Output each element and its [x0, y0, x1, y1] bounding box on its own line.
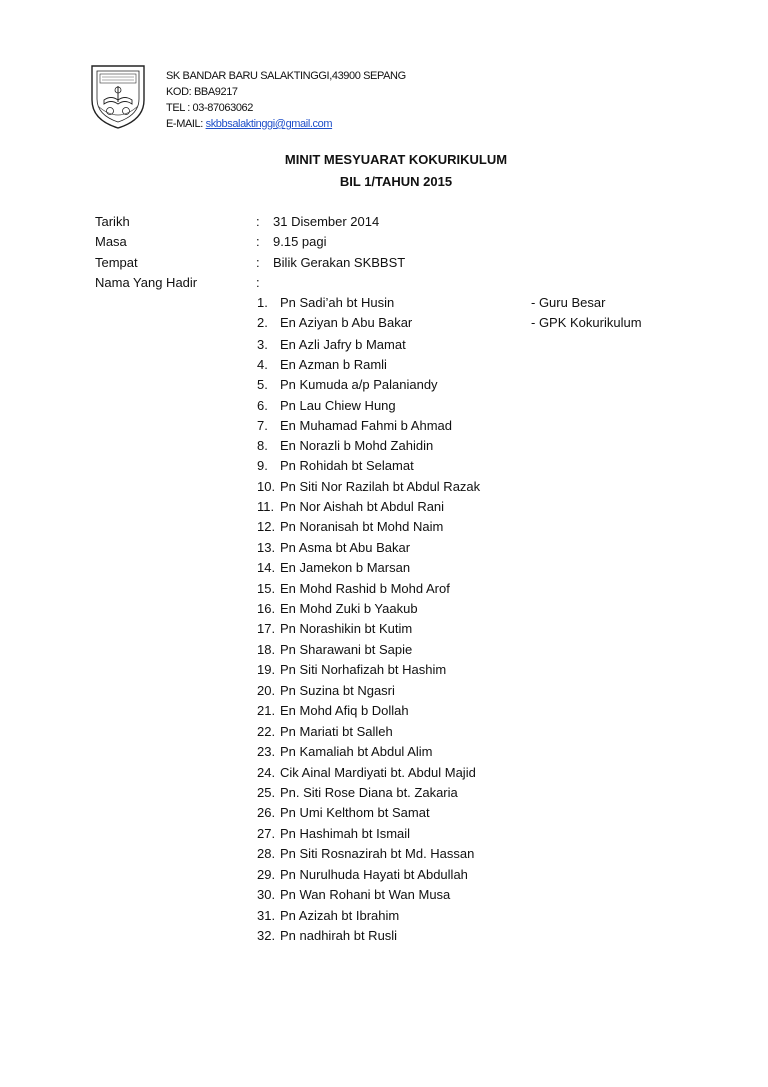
item-name: Pn Mariati bt Salleh	[280, 724, 393, 739]
item-name: Pn Siti Nor Razilah bt Abdul Razak	[280, 479, 481, 494]
item-number: 21.	[257, 703, 276, 718]
item-name: Pn nadhirah bt Rusli	[280, 928, 398, 943]
meta-colon: :	[256, 275, 260, 290]
item-number: 32.	[257, 928, 276, 943]
item-name: Pn Azizah bt Ibrahim	[280, 908, 400, 923]
item-number: 7.	[257, 418, 268, 433]
item-number: 4.	[257, 357, 268, 372]
item-number: 26.	[257, 805, 276, 820]
item-name: En Jamekon b Marsan	[280, 560, 411, 575]
item-number: 2.	[257, 315, 268, 330]
email-label: E-MAIL:	[166, 118, 206, 130]
item-name: Pn Wan Rohani bt Wan Musa	[280, 887, 451, 902]
item-name: Pn Siti Rosnazirah bt Md. Hassan	[280, 846, 475, 861]
item-name: Pn Suzina bt Ngasri	[280, 683, 395, 698]
item-number: 30.	[257, 887, 276, 902]
document-title: MINIT MESYUARAT KOKURIKULUM	[284, 152, 508, 167]
item-number: 24.	[257, 765, 276, 780]
item-number: 11.	[257, 499, 275, 514]
item-name: En Muhamad Fahmi b Ahmad	[280, 418, 452, 433]
school-code: KOD: BBA9217	[166, 86, 238, 98]
item-number: 23.	[257, 744, 276, 759]
item-name: En Mohd Zuki b Yaakub	[280, 601, 418, 616]
meta-label: Tarikh	[95, 214, 130, 229]
item-role: - GPK Kokurikulum	[531, 315, 642, 330]
item-name: Pn Rohidah bt Selamat	[280, 458, 414, 473]
item-number: 28.	[257, 846, 276, 861]
item-name: Pn Kamaliah bt Abdul Alim	[280, 744, 433, 759]
item-name: Pn Nor Aishah bt Abdul Rani	[280, 499, 445, 514]
item-number: 29.	[257, 867, 276, 882]
item-number: 10.	[257, 479, 276, 494]
item-name: Pn Lau Chiew Hung	[280, 398, 396, 413]
meta-colon: :	[256, 234, 260, 249]
school-phone: TEL : 03-87063062	[166, 102, 253, 114]
item-name: Pn Sharawani bt Sapie	[280, 642, 413, 657]
item-number: 16.	[257, 601, 276, 616]
item-name: Pn Kumuda a/p Palaniandy	[280, 377, 438, 392]
item-name: Pn Noranisah bt Mohd Naim	[280, 519, 444, 534]
school-email	[166, 116, 406, 132]
item-name: Pn Umi Kelthom bt Samat	[280, 805, 430, 820]
meta-value: 9.15 pagi	[273, 234, 327, 249]
meta-label: Masa	[95, 234, 127, 249]
item-name: Pn Sadi’ah bt Husin	[280, 295, 395, 310]
item-number: 6.	[257, 398, 268, 413]
item-name: En Mohd Rashid b Mohd Arof	[280, 581, 450, 596]
item-number: 14.	[257, 560, 276, 575]
item-name: En Mohd Afiq b Dollah	[280, 703, 409, 718]
item-number: 1.	[257, 295, 268, 310]
school-address: SK BANDAR BARU SALAKTINGGI,43900 SEPANG	[166, 70, 406, 82]
document-subtitle: BIL 1/TAHUN 2015	[339, 174, 453, 189]
item-name: En Azman b Ramli	[280, 357, 387, 372]
item-number: 17.	[257, 621, 276, 636]
item-number: 12.	[257, 519, 276, 534]
meta-colon: :	[256, 255, 260, 270]
item-name: Pn Nurulhuda Hayati bt Abdullah	[280, 867, 468, 882]
item-number: 18.	[257, 642, 276, 657]
item-number: 3.	[257, 337, 268, 352]
meta-colon: :	[256, 214, 260, 229]
item-name: En Azli Jafry b Mamat	[280, 337, 406, 352]
meta-value: Bilik Gerakan SKBBST	[273, 255, 406, 270]
item-number: 13.	[257, 540, 276, 555]
item-number: 5.	[257, 377, 268, 392]
item-name: Pn Asma bt Abu Bakar	[280, 540, 411, 555]
item-name: Pn Siti Norhafizah bt Hashim	[280, 662, 447, 677]
item-name: Pn. Siti Rose Diana bt. Zakaria	[280, 785, 458, 800]
item-role: - Guru Besar	[531, 295, 606, 310]
meta-value: 31 Disember 2014	[273, 214, 380, 229]
meta-label: Nama Yang Hadir	[95, 275, 198, 290]
item-number: 22.	[257, 724, 276, 739]
meta-label: Tempat	[95, 255, 138, 270]
letterhead	[166, 68, 406, 132]
item-name: En Norazli b Mohd Zahidin	[280, 438, 434, 453]
item-number: 20.	[257, 683, 276, 698]
item-name: Pn Norashikin bt Kutim	[280, 621, 413, 636]
item-number: 27.	[257, 826, 276, 841]
item-number: 9.	[257, 458, 268, 473]
item-name: Pn Hashimah bt Ismail	[280, 826, 411, 841]
item-name: Cik Ainal Mardiyati bt. Abdul Majid	[280, 765, 476, 780]
item-number: 19.	[257, 662, 276, 677]
item-name: En Aziyan b Abu Bakar	[280, 315, 413, 330]
school-crest-icon	[88, 62, 148, 130]
item-number: 15.	[257, 581, 276, 596]
item-number: 25.	[257, 785, 276, 800]
item-number: 8.	[257, 438, 268, 453]
item-number: 31.	[257, 908, 276, 923]
email-link[interactable]: skbbsalaktinggi@gmail.com	[205, 118, 333, 130]
